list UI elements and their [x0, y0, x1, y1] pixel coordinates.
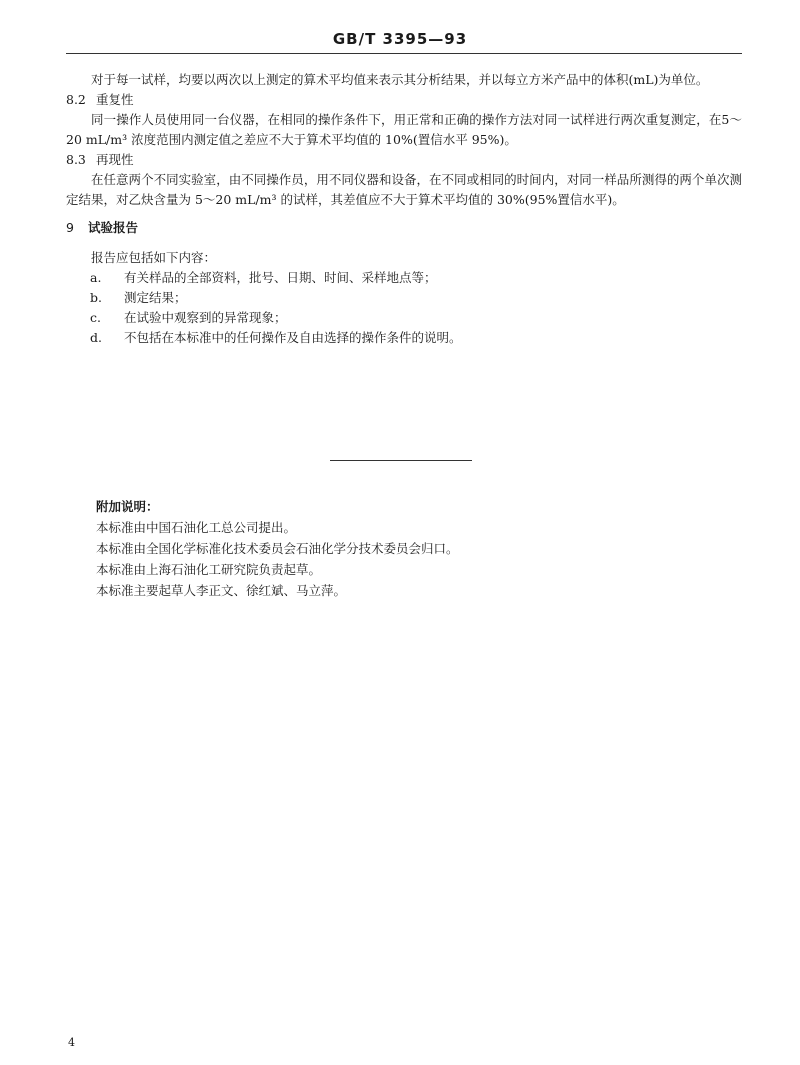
section-8-3-text: 在任意两个不同实验室，由不同操作员，用不同仪器和设备，在不同或相同的时间内，对同一样品所测得的两个单次测定结果，对乙炔含量为 5～20 mL/m³ 的试样，其差值应不大于算术平均值的 30%(95%置信水平)。 [66, 172, 742, 207]
page-number: 4 [68, 1036, 75, 1049]
section-number: 8.2 [66, 92, 86, 107]
list-item-text: 在试验中观察到的异常现象； [124, 310, 287, 325]
list-item [66, 268, 742, 288]
intro-paragraph: 对于每一试样，均要以两次以上测定的算术平均值来表示其分析结果，并以每立方米产品中的体积(mL)为单位。 [91, 72, 709, 87]
list-marker: c. [90, 310, 101, 325]
section-9-heading [66, 218, 742, 238]
list-marker: d. [90, 330, 102, 345]
notes-line: 本标准由全国化学标准化技术委员会石油化学分技术委员会归口。 [96, 541, 459, 556]
list-item [66, 288, 742, 308]
section-8-2-heading [66, 90, 742, 110]
header-rule [66, 53, 742, 54]
list-item [66, 308, 742, 328]
section-number: 8.3 [66, 152, 86, 167]
section-9-intro: 报告应包括如下内容： [91, 250, 217, 265]
section-title: 重复性 [96, 92, 134, 107]
report-items-list [66, 268, 742, 348]
notes-title: 附加说明： [96, 499, 159, 514]
section-title: 试验报告 [88, 220, 139, 235]
document-body [66, 70, 742, 348]
standard-code-header: GB/T 3395—93 [332, 30, 468, 48]
section-title: 再现性 [96, 152, 134, 167]
section-8-2-text: 同一操作人员使用同一台仪器，在相同的操作条件下，用正常和正确的操作方法对同一试样进行两次重复测定，在5～20 mL/m³ 浓度范围内测定值之差应不大于算术平均值的 10%(置信水平 95%)。 [66, 112, 742, 147]
list-item [66, 328, 742, 348]
list-marker: b. [90, 290, 102, 305]
additional-notes [96, 496, 736, 601]
section-number: 9 [66, 220, 74, 235]
list-item-text: 不包括在本标准中的任何操作及自由选择的操作条件的说明。 [124, 330, 462, 345]
list-item-text: 有关样品的全部资料，批号、日期、时间、采样地点等； [124, 270, 437, 285]
section-8-3-heading [66, 150, 742, 170]
notes-line: 本标准由上海石油化工研究院负责起草。 [96, 562, 322, 577]
notes-line: 本标准由中国石油化工总公司提出。 [96, 520, 297, 535]
list-item-text: 测定结果； [124, 290, 187, 305]
list-marker: a. [90, 270, 102, 285]
end-divider [330, 460, 472, 461]
notes-line: 本标准主要起草人李正文、徐红斌、马立萍。 [96, 583, 347, 598]
